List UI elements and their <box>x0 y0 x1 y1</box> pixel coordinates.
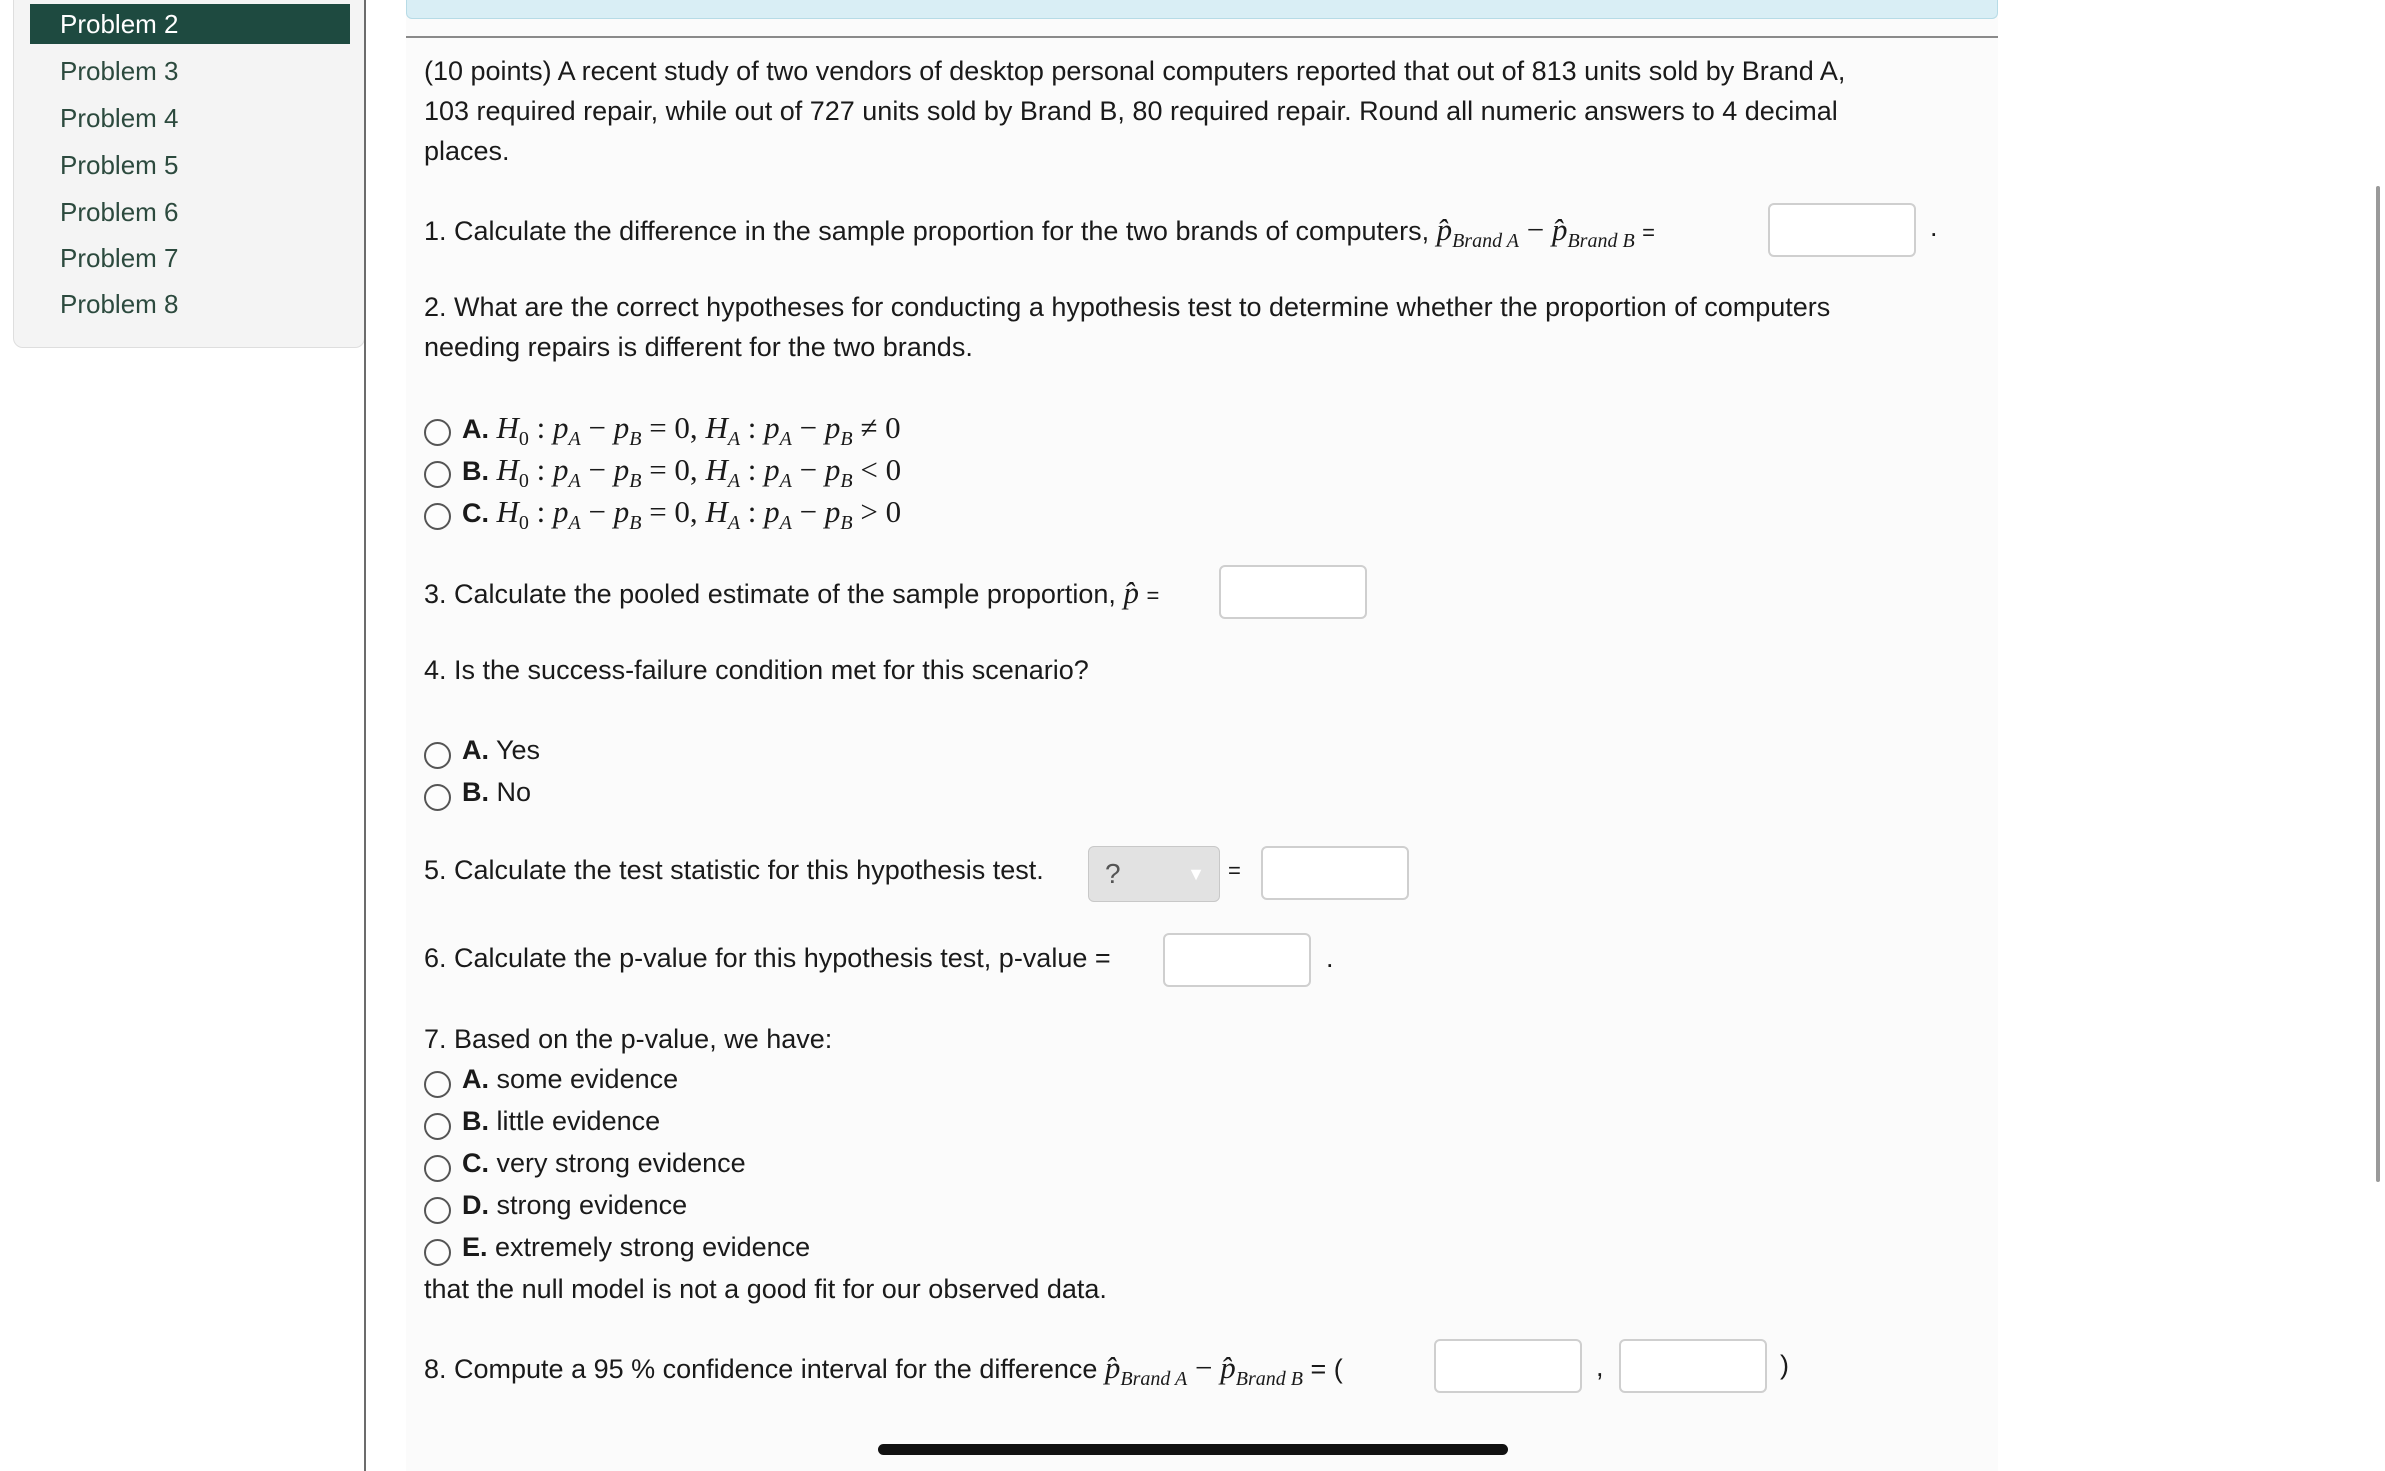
sidebar-item-problem-6[interactable]: Problem 6 <box>60 197 179 227</box>
q7-option-b-radio[interactable] <box>424 1113 451 1140</box>
q2-option-c[interactable]: C. $H_0$ : $p_A - p_B = 0$, $H_A$ : $p_A - p_B > 0$ <box>462 494 902 535</box>
problem-intro-line-2: 103 required repair, while out of 727 units sold by Brand B, 80 required repair. Round all numeric answers to 4 decimal <box>424 96 1838 126</box>
sidebar-item-problem-2[interactable]: Problem 2 <box>30 4 350 44</box>
sidebar-item-problem-8[interactable]: Problem 8 <box>60 289 179 319</box>
q7-option-d-label: strong evidence <box>496 1190 688 1220</box>
question-2-line-2: needing repairs is different for the two brands. <box>424 332 973 362</box>
q7-option-c-letter: C. <box>462 1148 489 1178</box>
info-banner <box>406 0 1998 19</box>
subscript-brand-a: Brand A <box>1452 230 1519 253</box>
q2-option-b-letter: B. <box>462 456 489 486</box>
question-8-label: 8. Compute a 95 % confidence interval for the difference <box>424 1354 1098 1384</box>
sidebar-item-problem-4[interactable]: Problem 4 <box>60 103 179 133</box>
question-1-formula: $p̂_{Brand A}$ − $p̂_{Brand B}$ <box>1436 212 1635 253</box>
q5-statistic-select[interactable] <box>1088 846 1220 902</box>
q7-option-e-letter: E. <box>462 1232 488 1262</box>
q8-comma: , <box>1596 1352 1604 1382</box>
q7-option-c-label: very strong evidence <box>496 1148 746 1178</box>
q8-lower-bound-input[interactable] <box>1434 1339 1582 1393</box>
q6-p-value-input[interactable] <box>1163 933 1311 987</box>
q5-select-value: ? <box>1105 858 1121 889</box>
q2-option-c-relation: > 0 <box>860 494 902 529</box>
q2-option-a-letter: A. <box>462 414 489 444</box>
q7-option-a-radio[interactable] <box>424 1071 451 1098</box>
subscript-brand-b: Brand B <box>1567 230 1635 253</box>
q2-option-a[interactable]: A. $H_0$ : $p_A - p_B = 0$, $H_A$ : $p_A - p_B \ne 0$ <box>462 410 901 451</box>
sidebar-item-problem-3[interactable]: Problem 3 <box>60 56 179 86</box>
question-1-text: 1. Calculate the difference in the sample proportion for the two brands of computers, $p̂_{Brand A}$ − $p̂_{Brand B}$ = <box>424 212 1656 253</box>
question-6-text: 6. Calculate the p-value for this hypothesis test, p-value = <box>424 943 1111 973</box>
q2-option-a-radio[interactable] <box>424 419 451 446</box>
problem-intro-line-1: (10 points) A recent study of two vendors of desktop personal computers reported that out of 813 units sold by Brand A, <box>424 56 1846 86</box>
home-indicator[interactable] <box>878 1444 1508 1455</box>
q7-option-e[interactable] <box>462 1232 810 1263</box>
q5-test-statistic-input[interactable] <box>1261 846 1409 900</box>
q7-option-e-label: extremely strong evidence <box>495 1232 811 1262</box>
q8-open-paren: = ( <box>1310 1354 1343 1384</box>
q7-option-c[interactable] <box>462 1148 746 1179</box>
question-7-tail: that the null model is not a good fit for our observed data. <box>424 1274 1107 1304</box>
q4-option-a-letter: A. <box>462 735 489 765</box>
q2-option-b-relation: < 0 <box>860 452 902 487</box>
q2-option-a-relation: ≠ 0 <box>860 410 901 445</box>
question-3-label: 3. Calculate the pooled estimate of the sample proportion, <box>424 579 1116 609</box>
question-3-text: 3. Calculate the pooled estimate of the sample proportion, p̂ = <box>424 575 1160 610</box>
q2-option-b-radio[interactable] <box>424 461 451 488</box>
q8-subscript-brand-b: Brand B <box>1235 1368 1303 1391</box>
q4-option-b-label: No <box>496 777 532 807</box>
q7-option-a-label: some evidence <box>496 1064 679 1094</box>
q4-option-a-radio[interactable] <box>424 742 451 769</box>
q7-option-d-letter: D. <box>462 1190 489 1220</box>
header-divider <box>406 36 1998 38</box>
q8-subscript-brand-a: Brand A <box>1120 1368 1188 1391</box>
q2-option-c-radio[interactable] <box>424 503 451 530</box>
q1-period: . <box>1930 212 1938 242</box>
sidebar-item-problem-7[interactable]: Problem 7 <box>60 243 179 273</box>
question-2-line-1: 2. What are the correct hypotheses for conducting a hypothesis test to determine whether the proportion of computers <box>424 292 1831 322</box>
q4-option-b-letter: B. <box>462 777 489 807</box>
q7-option-e-radio[interactable] <box>424 1239 451 1266</box>
q4-option-b-radio[interactable] <box>424 784 451 811</box>
q7-option-a-letter: A. <box>462 1064 489 1094</box>
q6-period: . <box>1326 943 1334 973</box>
q5-equals: = <box>1228 858 1241 883</box>
q7-option-b-label: little evidence <box>496 1106 661 1136</box>
q2-option-c-letter: C. <box>462 498 489 528</box>
q1-difference-input[interactable] <box>1768 203 1916 257</box>
q4-option-a[interactable] <box>462 735 540 766</box>
q2-option-b[interactable]: B. $H_0$ : $p_A - p_B = 0$, $H_A$ : $p_A - p_B < 0$ <box>462 452 902 493</box>
q8-close-paren: ) <box>1780 1350 1789 1380</box>
vertical-scrollbar[interactable] <box>2376 186 2380 1182</box>
q7-option-d[interactable] <box>462 1190 687 1221</box>
q7-option-b[interactable] <box>462 1106 660 1137</box>
question-8-text: 8. Compute a 95 % confidence interval for the difference $p̂_{Brand A}$ − $p̂_{Brand B}$ = ( <box>424 1350 1343 1391</box>
question-1-label: 1. Calculate the difference in the sample proportion for the two brands of computers, <box>424 216 1430 246</box>
sidebar-divider <box>364 0 366 1471</box>
q4-option-b[interactable] <box>462 777 531 808</box>
q7-option-c-radio[interactable] <box>424 1155 451 1182</box>
q7-option-d-radio[interactable] <box>424 1197 451 1224</box>
q3-pooled-estimate-input[interactable] <box>1219 565 1367 619</box>
question-5-text: 5. Calculate the test statistic for this hypothesis test. <box>424 855 1044 885</box>
problem-list-sidebar <box>13 0 365 348</box>
problem-intro-line-3: places. <box>424 136 510 166</box>
q4-option-a-label: Yes <box>496 735 541 765</box>
question-4-text: 4. Is the success-failure condition met for this scenario? <box>424 655 1089 685</box>
q7-option-b-letter: B. <box>462 1106 489 1136</box>
q7-option-a[interactable] <box>462 1064 678 1095</box>
sidebar-item-problem-5[interactable]: Problem 5 <box>60 150 179 180</box>
chevron-down-icon: ▼ <box>1187 864 1205 884</box>
q8-upper-bound-input[interactable] <box>1619 1339 1767 1393</box>
question-7-text: 7. Based on the p-value, we have: <box>424 1024 833 1054</box>
